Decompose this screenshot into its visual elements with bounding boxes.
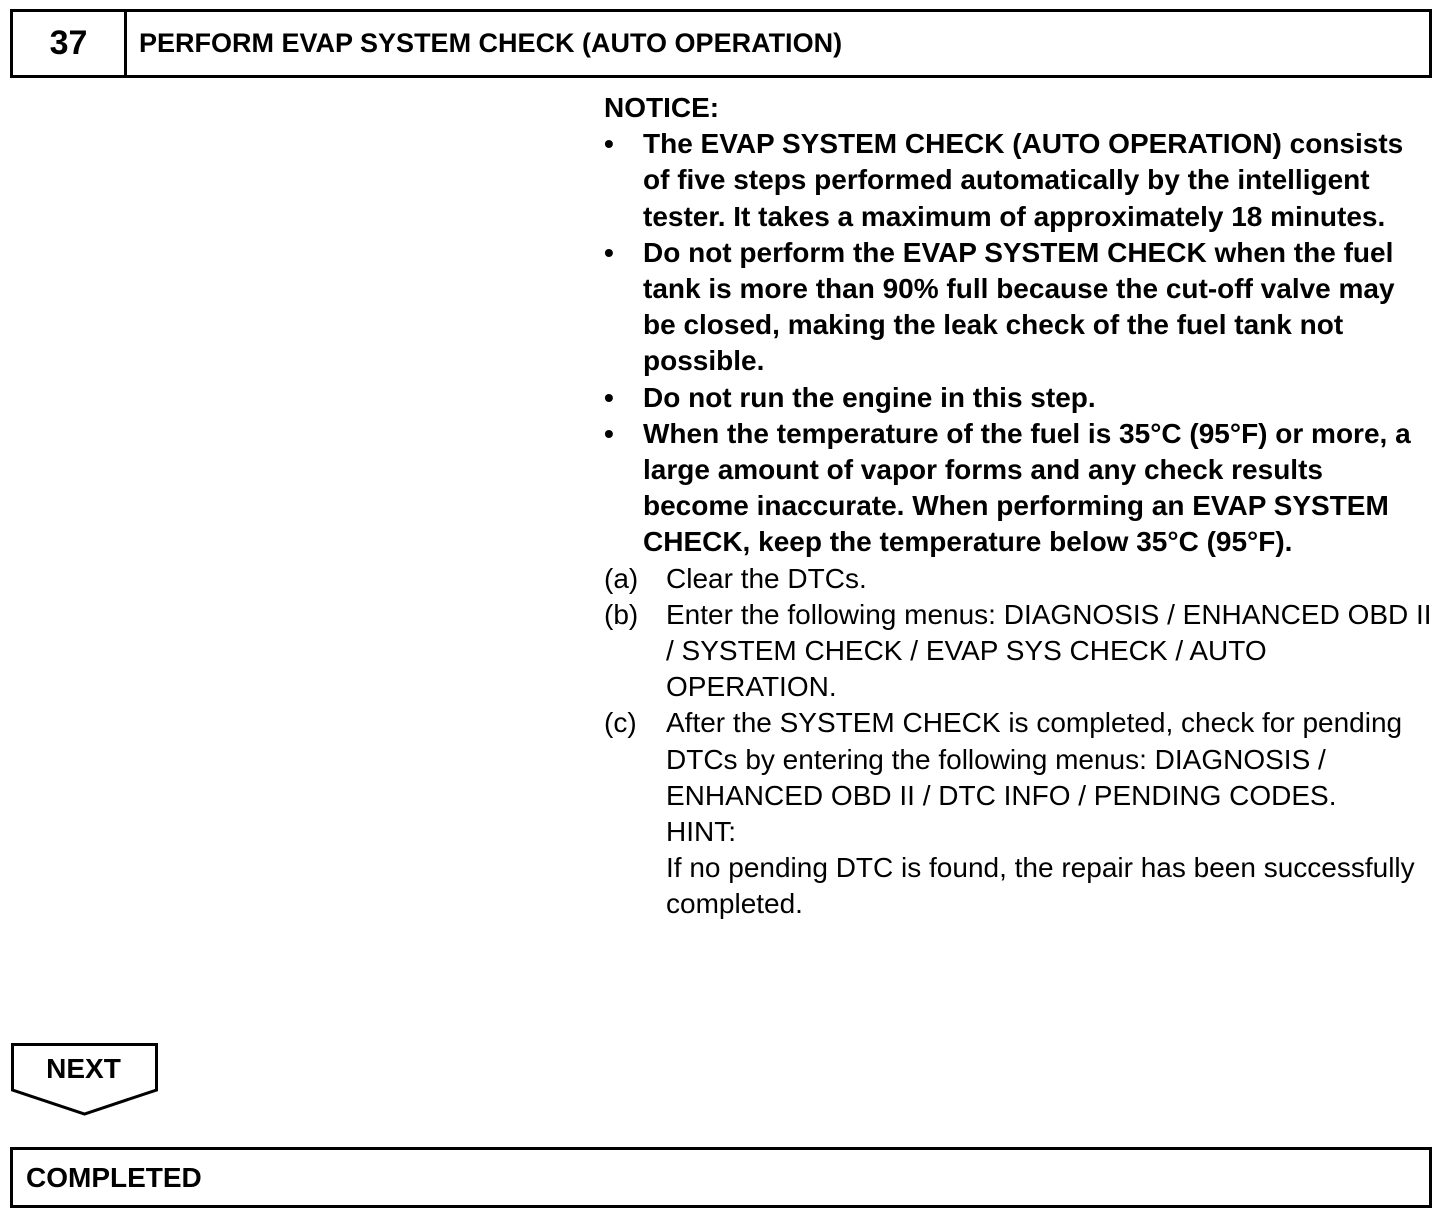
step-number: 37 [13, 12, 127, 75]
next-label: NEXT [46, 1053, 121, 1084]
step-text: Clear the DTCs. [666, 562, 867, 594]
procedure-content [604, 90, 1434, 923]
completed-result: COMPLETED [10, 1147, 1432, 1208]
step-text: After the SYSTEM CHECK is completed, check for pending DTCs by entering the following menus: DIAGNOSIS / ENHANCED OBD II / DTC INFO / PENDING CODES. [666, 707, 1403, 811]
notice-item: • Do not perform the EVAP SYSTEM CHECK when the fuel tank is more than 90% full because the cut-off valve may be closed, making the leak check of the fuel tank not possible. [604, 235, 1434, 380]
step-text: Enter the following menus: DIAGNOSIS / ENHANCED OBD II / SYSTEM CHECK / EVAP SYS CHECK / AUTO OPERATION. [666, 598, 1432, 703]
next-button[interactable] [11, 1043, 158, 1117]
notice-list [604, 126, 1434, 560]
step-marker: (a) [604, 562, 639, 594]
step-header [10, 9, 1432, 78]
step-item-c [604, 705, 1434, 922]
step-list [604, 561, 1434, 923]
step-title: PERFORM EVAP SYSTEM CHECK (AUTO OPERATION) [139, 28, 843, 58]
notice-item: • Do not run the engine in this step. [604, 380, 1434, 416]
notice-title: NOTICE: [604, 92, 720, 123]
step-marker: (c) [604, 707, 637, 739]
step-marker: (b) [604, 598, 639, 630]
step-item-b [604, 597, 1434, 706]
step-item-a [604, 561, 1434, 597]
hint-label: HINT: [666, 816, 736, 848]
hint-text: If no pending DTC is found, the repair has been successfully completed. [666, 852, 1415, 920]
notice-item: • The EVAP SYSTEM CHECK (AUTO OPERATION) consists of five steps performed automatically by the intelligent tester. It takes a maximum of approximately 18 minutes. [604, 126, 1434, 235]
notice-item: • When the temperature of the fuel is 35°C (95°F) or more, a large amount of vapor forms and any check results become inaccurate. When performing an EVAP SYSTEM CHECK, keep the temperature below 35°C (95°F). [604, 416, 1434, 561]
